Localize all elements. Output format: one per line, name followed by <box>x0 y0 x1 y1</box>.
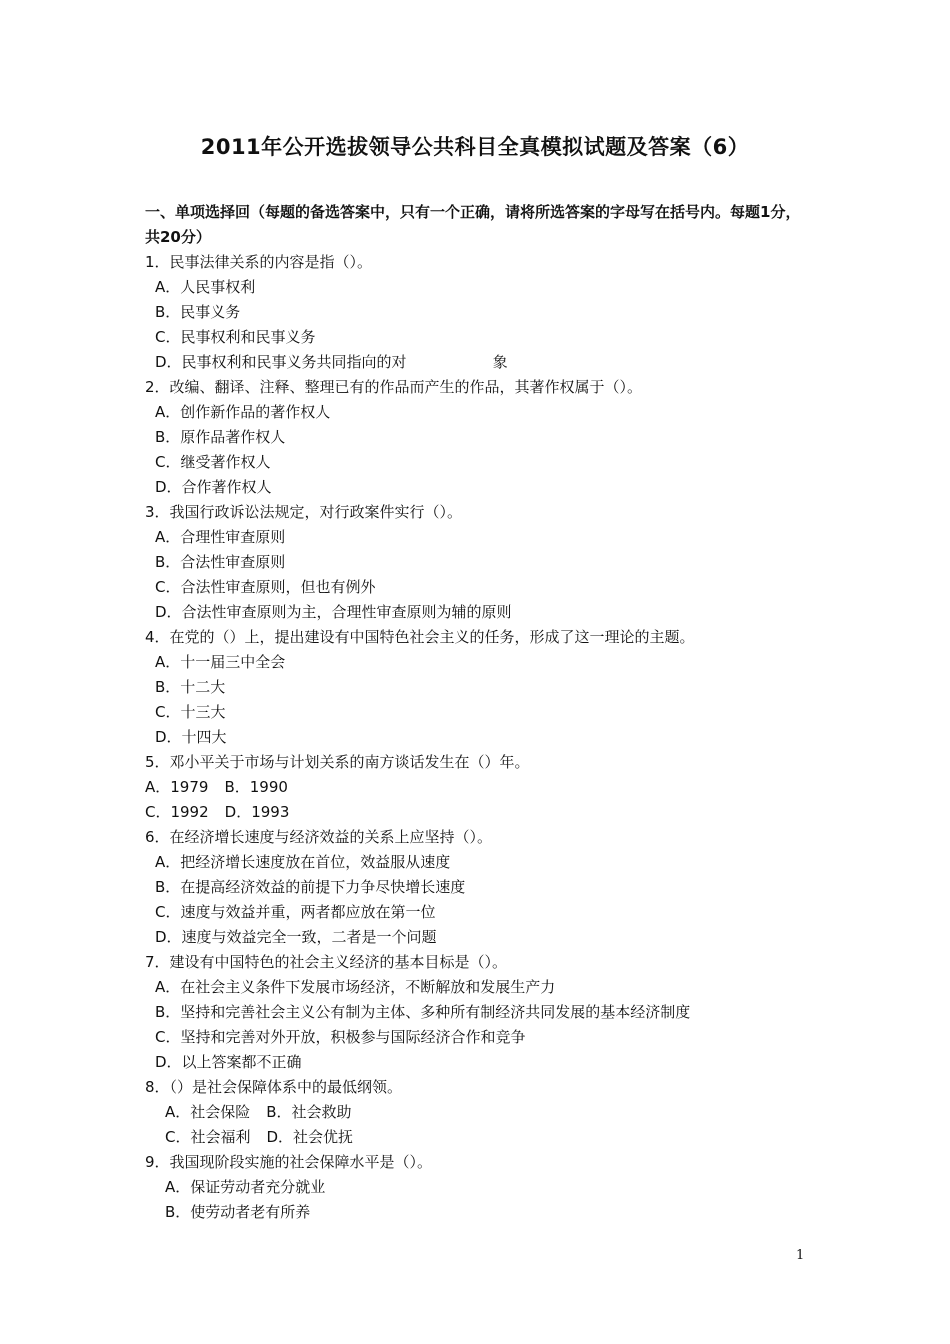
option-4a: A．十一届三中全会 <box>155 653 286 671</box>
page-number: 1 <box>796 1248 805 1263</box>
option-1a: A．人民事权利 <box>155 278 256 296</box>
option-8d: D．社会优抚 <box>266 1128 354 1146</box>
option-3d: D．合法性审查原则为主，合理性审查原则为辅的原则 <box>155 603 512 621</box>
option-6b: B．在提高经济效益的前提下力争尽快增长速度 <box>155 878 466 896</box>
option-9a: A．保证劳动者充分就业 <box>165 1178 326 1196</box>
option-2a: A．创作新作品的著作权人 <box>155 403 331 421</box>
option-8c: C．社会福利 <box>165 1128 251 1146</box>
question-stem-1: 1．民事法律关系的内容是指（）。 <box>145 253 373 271</box>
option-3b: B．合法性审查原则 <box>155 553 286 571</box>
question-stem-8: 8．（）是社会保障体系中的最低纲领。 <box>145 1078 403 1096</box>
question-stem-6: 6．在经济增长速度与经济效益的关系上应坚持（）。 <box>145 828 493 846</box>
option-row-5ab <box>145 775 825 800</box>
option-7b: B．坚持和完善社会主义公有制为主体、多种所有制经济共同发展的基本经济制度 <box>155 1003 691 1021</box>
document-title: 2011年公开选拔领导公共科目全真模拟试题及答案（6） <box>200 135 750 159</box>
question-stem-7: 7．建设有中国特色的社会主义经济的基本目标是（）。 <box>145 953 508 971</box>
option-4d: D．十四大 <box>155 728 227 746</box>
question-stem-2: 2．改编、翻译、注释、整理已有的作品而产生的作品，其著作权属于（）。 <box>145 378 643 396</box>
option-row-5cd <box>145 800 825 825</box>
question-stem-5: 5．邓小平关于市场与计划关系的南方谈话发生在（）年。 <box>145 753 530 771</box>
option-1d <box>145 350 825 375</box>
option-4b: B．十二大 <box>155 678 226 696</box>
option-6a: A．把经济增长速度放在首位，效益服从速度 <box>155 853 451 871</box>
option-2b: B．原作品著作权人 <box>155 428 286 446</box>
option-row-8cd <box>145 1125 825 1150</box>
option-row-8ab <box>145 1100 825 1125</box>
option-6d: D．速度与效益完全一致，二者是一个问题 <box>155 928 437 946</box>
question-stem-4: 4．在党的（）上，提出建设有中国特色社会主义的任务，形成了这一理论的主题。 <box>145 628 695 646</box>
option-5a: A．1979 <box>145 778 209 796</box>
option-2c: C．继受著作权人 <box>155 453 271 471</box>
question-stem-9: 9．我国现阶段实施的社会保障水平是（）。 <box>145 1153 433 1171</box>
section-heading: 一、单项选择回（每题的备选答案中，只有一个正确，请将所选答案的字母写在括号内。每题1分，共20分） <box>145 203 801 246</box>
option-5b: B．1990 <box>224 778 288 796</box>
option-7c: C．坚持和完善对外开放，积极参与国际经济合作和竞争 <box>155 1028 526 1046</box>
option-1c: C．民事权利和民事义务 <box>155 328 316 346</box>
question-stem-3: 3．我国行政诉讼法规定，对行政案件实行（）。 <box>145 503 463 521</box>
option-4c: C．十三大 <box>155 703 226 721</box>
option-1d-part1: D．民事权利和民事义务共同指向的对 <box>155 353 407 371</box>
option-5c: C．1992 <box>145 803 209 821</box>
question-list <box>145 250 825 1225</box>
option-1d-part2: 象 <box>492 353 508 371</box>
option-6c: C．速度与效益并重，两者都应放在第一位 <box>155 903 436 921</box>
option-7a: A．在社会主义条件下发展市场经济，不断解放和发展生产力 <box>155 978 556 996</box>
option-9b: B．使劳动者老有所养 <box>165 1203 311 1221</box>
option-2d: D．合作著作权人 <box>155 478 272 496</box>
option-3c: C．合法性审查原则，但也有例外 <box>155 578 376 596</box>
option-5d: D．1993 <box>224 803 290 821</box>
option-7d: D．以上答案都不正确 <box>155 1053 302 1071</box>
option-8a: A．社会保险 <box>165 1103 251 1121</box>
option-1b: B．民事义务 <box>155 303 241 321</box>
option-8b: B．社会救助 <box>266 1103 352 1121</box>
option-3a: A．合理性审查原则 <box>155 528 286 546</box>
